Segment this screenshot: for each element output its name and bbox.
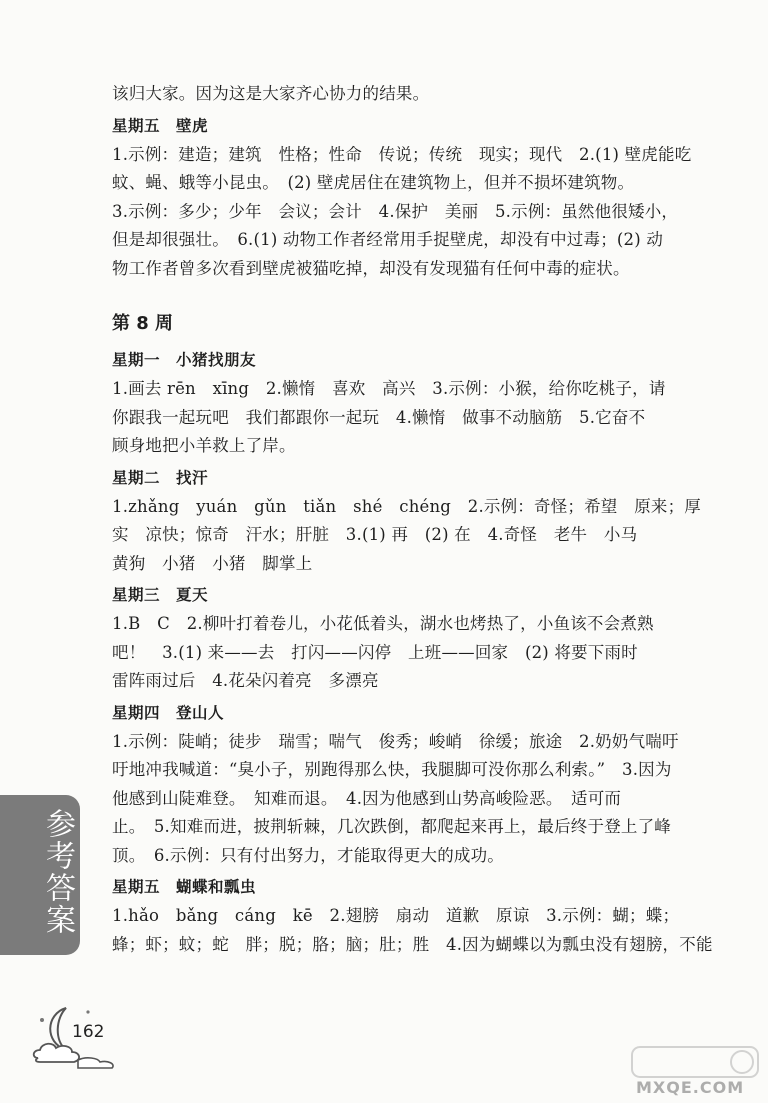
- intro-paragraph: [112, 80, 702, 109]
- section-title-friday-gecko: [112, 113, 702, 139]
- section-title-monday: [112, 347, 702, 373]
- text-line: 该归大家。因为这是大家齐心协力的结果。: [112, 84, 430, 103]
- text-line: 他感到山陡难登。 知难而退。 4.因为他感到山势高峻险恶。 适可而: [112, 788, 622, 808]
- answer-paragraph-tuesday: [112, 493, 702, 579]
- text-line: 蜂；虾；蚊；蛇 胖；脱；胳；脑；肚；胜 4.因为蝴蝶以为瓢虫没有翅膀，不能: [112, 934, 713, 954]
- text-line: 顶。 6.示例：只有付出努力，才能取得更大的成功。: [112, 845, 504, 865]
- text-line: 蚊、蝇、蛾等小昆虫。 (2) 壁虎居住在建筑物上，但并不损坏建筑物。: [112, 173, 635, 192]
- topic-label: 夏天: [176, 586, 209, 604]
- topic-label: 壁虎: [176, 116, 209, 135]
- answer-paragraph-thursday: [112, 728, 702, 871]
- side-tab-label: 参考答案: [40, 808, 75, 936]
- text-line: 止。 5.知难而进，披荆斩棘，几次跌倒，都爬起来再上，最后终于登上了峰: [112, 817, 671, 836]
- answer-paragraph-gecko: [112, 141, 702, 284]
- day-label: 星期四: [112, 703, 161, 722]
- text-line: 吁地冲我喊道：“臭小子，别跑得那么快，我腿脚可没你那么利索。” 3.因为: [112, 760, 672, 779]
- text-line: 物工作者曾多次看到壁虎被猫吃掉，却没有发现猫有任何中毒的症状。: [112, 258, 630, 278]
- topic-label: 找汗: [176, 468, 209, 487]
- text-line: 1.B C 2.柳叶打着卷儿，小花低着头，湖水也烤热了，小鱼该不会煮熟: [112, 614, 654, 633]
- text-line: 1.画去 rēn xīng 2.懒惰 喜欢 高兴 3.示例：小猴，给你吃桃子，请: [112, 379, 666, 398]
- watermark-domain: MXQE.COM: [636, 1078, 745, 1097]
- day-label: 星期三: [112, 586, 161, 604]
- text-line: 顾身地把小羊救上了岸。: [112, 436, 296, 455]
- answer-paragraph-friday: [112, 902, 713, 959]
- text-line: 3.示例：多少；少年 会议；会计 4.保护 美丽 5.示例：虽然他很矮小，: [112, 201, 679, 221]
- week-heading: 第 8 周: [112, 313, 174, 334]
- section-title-friday: [112, 874, 702, 900]
- day-label: 星期一: [112, 351, 161, 369]
- text-line: 1.示例：建造；建筑 性格；性命 传说；传统 现实；现代 2.(1) 壁虎能吃: [112, 144, 692, 164]
- text-line: 1.示例：陡峭；徒步 瑞雪；喘气 俊秀；峻峭 徐缓；旅途 2.奶奶气喘吁: [112, 731, 679, 751]
- answer-paragraph-wednesday: [112, 610, 702, 696]
- topic-label: 蝴蝶和瓢虫: [176, 878, 257, 896]
- topic-label: 小猪找朋友: [176, 351, 257, 369]
- topic-label: 登山人: [176, 703, 225, 722]
- section-title-wednesday: [112, 582, 702, 608]
- text-line: 你跟我一起玩吧 我们都跟你一起玩 4.懒惰 做事不动脑筋 5.它奋不: [112, 407, 646, 427]
- page-number: 162: [72, 1022, 105, 1042]
- answer-content: [112, 80, 713, 959]
- day-label: 星期五: [112, 116, 161, 135]
- text-line: 实 凉快；惊奇 汗水；肝脏 3.(1) 再 (2) 在 4.奇怪 老牛 小马: [112, 525, 638, 544]
- text-line: 吧！ 3.(1) 来——去 打闪——闪停 上班——回家 (2) 将要下雨时: [112, 642, 638, 662]
- section-title-thursday: [112, 700, 702, 726]
- text-line: 雷阵雨过后 4.花朵闪着亮 多漂亮: [112, 671, 379, 690]
- answer-paragraph-monday: [112, 375, 702, 461]
- day-label: 星期二: [112, 468, 161, 487]
- section-title-tuesday: [112, 465, 702, 491]
- text-line: 但是却很强壮。 6.(1) 动物工作者经常用手捉壁虎，却没有中过毒；(2) 动: [112, 230, 664, 249]
- text-line: 1.zhǎng yuán gǔn tiǎn shé chéng 2.示例：奇怪；希望 原来；厚: [112, 496, 702, 516]
- day-label: 星期五: [112, 878, 161, 896]
- text-line: 黄狗 小猪 小猪 脚掌上: [112, 553, 313, 573]
- text-line: 1.hǎo bǎng cáng kē 2.翅膀 扇动 道歉 原谅 3.示例：蝴；蝶；: [112, 906, 680, 925]
